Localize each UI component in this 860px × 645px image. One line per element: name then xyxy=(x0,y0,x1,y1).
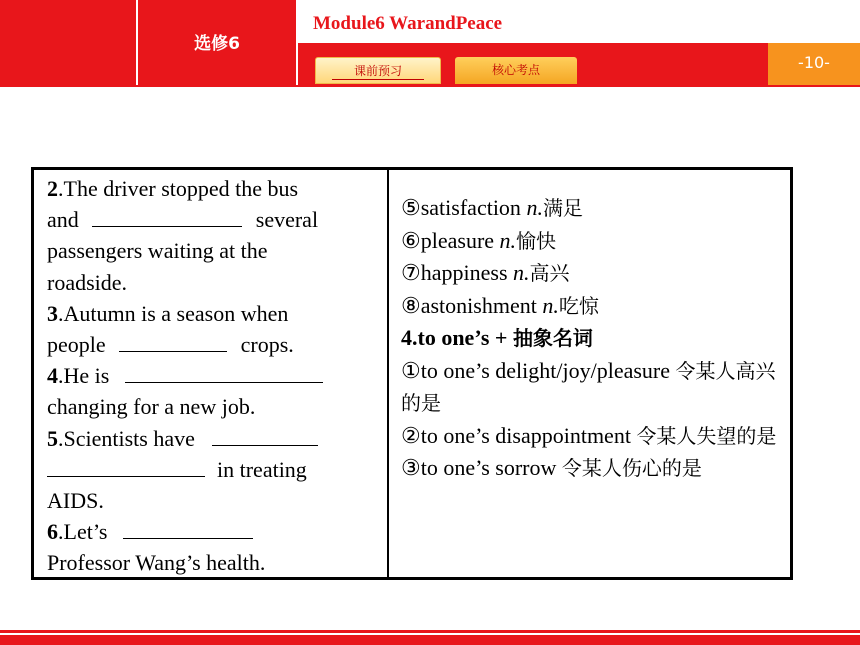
notes-column xyxy=(401,192,786,485)
footer-rule-thin xyxy=(0,630,860,633)
item3-line2: people crops. xyxy=(47,332,294,358)
tab-key-points[interactable] xyxy=(455,57,577,84)
answer-blank[interactable] xyxy=(123,518,253,539)
item5-line1: 5.Scientists have xyxy=(47,423,377,454)
item5-line2: in treating xyxy=(47,454,377,485)
vocab-line: ⑧astonishment n.吃惊 xyxy=(401,292,599,318)
item2-line4: roadside. xyxy=(47,269,128,295)
vocab-line: ⑤satisfaction n.满足 xyxy=(401,195,583,220)
tab-key-points-label: 核心考点 xyxy=(491,63,540,77)
tab-preview-label: 课前预习 xyxy=(353,64,402,78)
phrase-line: ①to one’s delight/joy/pleasure 令某人高兴的是 xyxy=(401,357,776,415)
phrase-line: ②to one’s disappointment 令某人失望的是 xyxy=(401,422,777,448)
answer-blank[interactable] xyxy=(125,362,323,383)
answer-blank[interactable] xyxy=(47,456,205,477)
tab-active-underline xyxy=(332,79,424,80)
item2-line3: passengers waiting at the xyxy=(47,238,268,264)
answer-blank[interactable] xyxy=(92,206,242,227)
header-rule xyxy=(0,85,860,87)
item2-line1: 2.The driver stopped the bus xyxy=(47,176,299,201)
item3-line1: 3.Autumn is a season when xyxy=(47,300,289,326)
item2-line2: and several xyxy=(47,207,319,233)
vocab-line: ⑥pleasure n.愉快 xyxy=(401,227,557,253)
vocab-line: ⑦happiness n.高兴 xyxy=(401,260,570,285)
exercise-column xyxy=(47,173,377,579)
table-column-divider xyxy=(387,169,389,579)
item5-line3: AIDS. xyxy=(47,488,104,514)
phrase-line: ③to one’s sorrow 令某人伤心的是 xyxy=(401,455,702,480)
rule-heading: 4.to one’s + 抽象名词 xyxy=(401,325,593,350)
module-title: Module6 WarandPeace xyxy=(313,13,503,34)
item6-line2: Professor Wang’s health. xyxy=(47,550,266,576)
item4-line1: 4.He is xyxy=(47,360,377,391)
footer-rule-thick xyxy=(0,635,860,645)
answer-blank[interactable] xyxy=(212,425,318,446)
item6-line1: 6.Let’s xyxy=(47,516,377,547)
book-label: 选修6 xyxy=(194,34,240,54)
tab-preview[interactable] xyxy=(315,57,441,84)
answer-blank[interactable] xyxy=(119,331,227,352)
page-number: -10- xyxy=(768,43,860,85)
item4-line2: changing for a new job. xyxy=(47,394,256,420)
header-left-block xyxy=(0,0,136,85)
